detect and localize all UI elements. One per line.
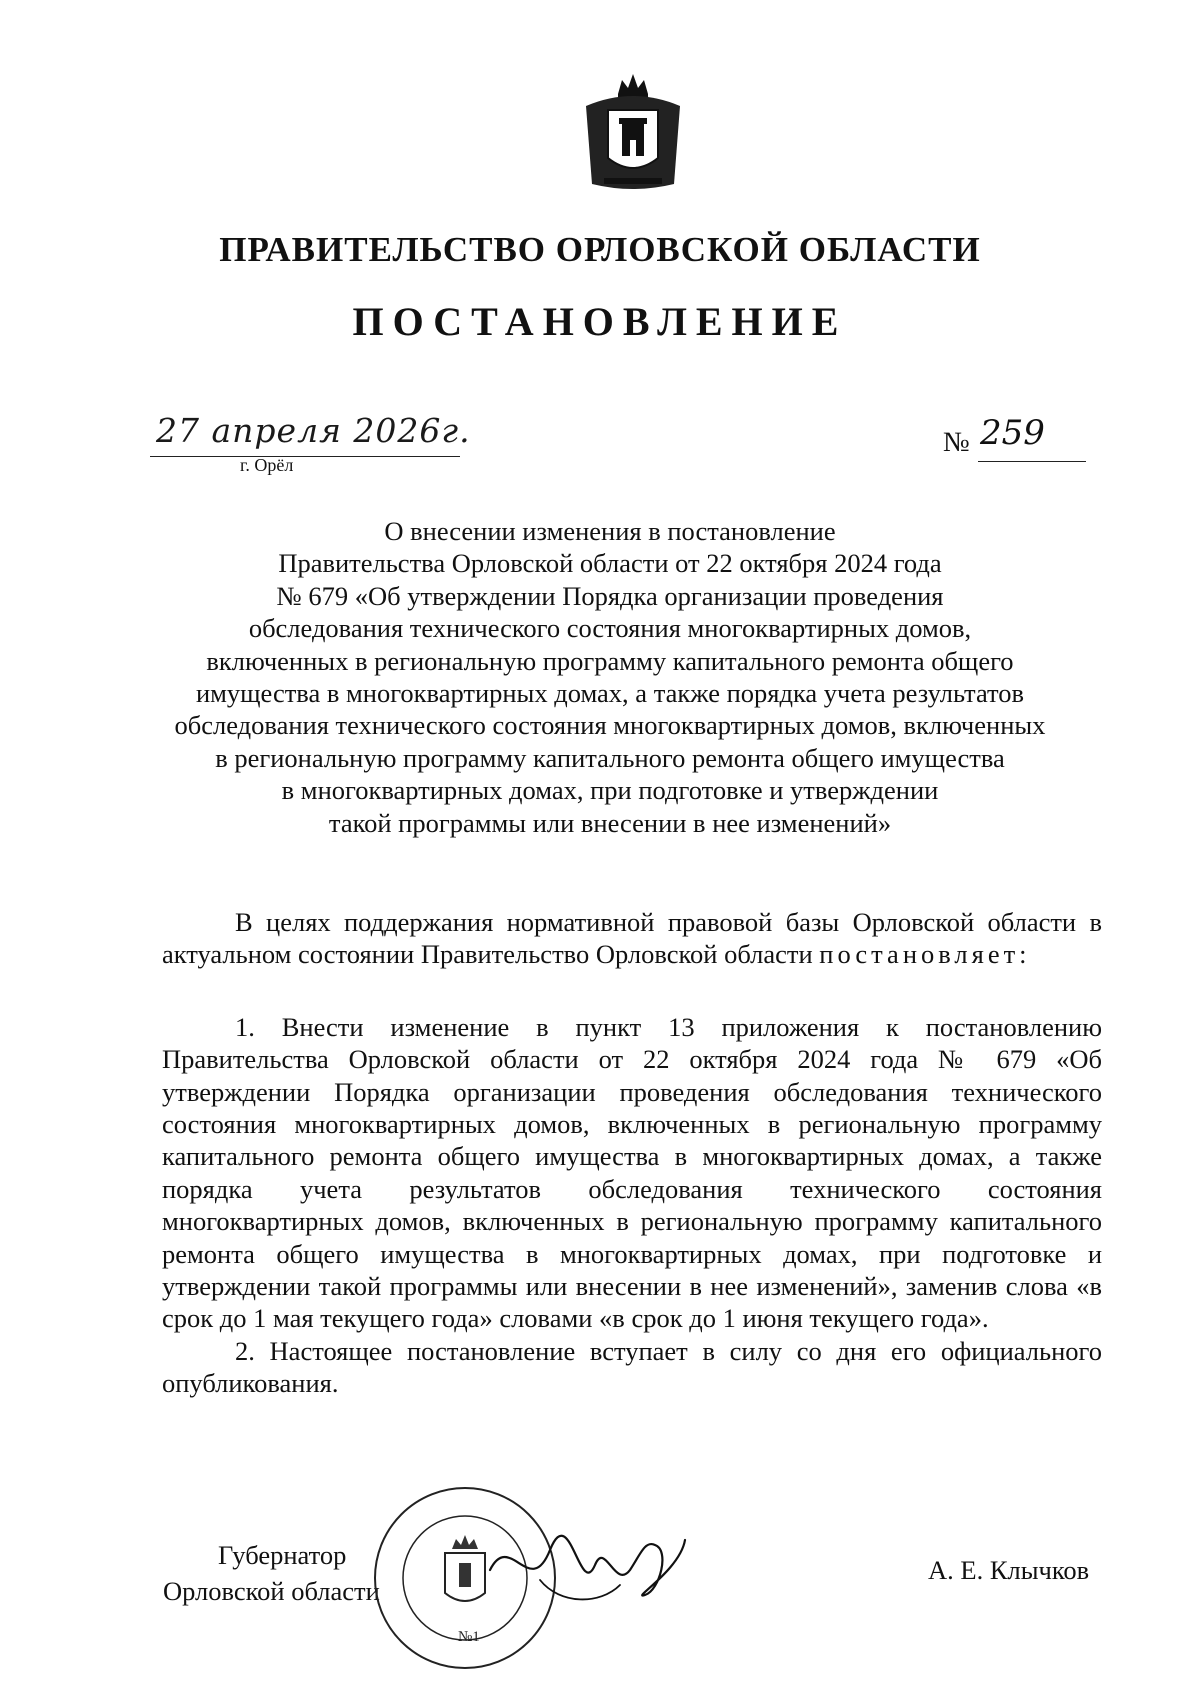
stamp-number-label: №1: [458, 1629, 480, 1645]
item-1-paragraph: 1. Внести изменение в пункт 13 приложения к постановлению Правительства Орловской области от 22 октября 2024 года № 679 «Об утверждении Порядка организации проведения обследования технического состояния многоквартирных домов, включенных в региональную программу капитального ремонта общего имущества в многоквартирных домах, а также порядка учета результатов обследования технического состояния многоквартирных домов, включенных в региональную программу капитального ремонта общего имущества в многоквартирных домах, при подготовке и утверждении такой программы или внесении в нее изменений», заменив слова «в срок до 1 мая текущего года» словами «в срок до 1 июня текущего года».: [162, 1011, 1102, 1334]
government-title: ПРАВИТЕЛЬСТВО ОРЛОВСКОЙ ОБЛАСТИ: [219, 230, 981, 269]
subject-line: О внесении изменения в постановление: [384, 516, 836, 546]
handwritten-signature: [480, 1510, 690, 1620]
preamble-verb: постановляет:: [819, 939, 1031, 970]
document-date: 27 апреля 2026г.: [156, 411, 471, 450]
subject-line: в региональную программу капитального ремонта общего имущества: [215, 742, 1005, 773]
coat-of-arms-icon: [578, 66, 688, 198]
position-line-1: Губернатор: [218, 1540, 347, 1570]
number-underline: [978, 461, 1086, 462]
item-2-paragraph: 2. Настоящее постановление вступает в силу со дня его официального опубликования.: [162, 1335, 1102, 1399]
signatory-position: [163, 1537, 380, 1609]
subject-line: обследования технического состояния многоквартирных домов, включенных: [174, 710, 1046, 741]
document-body: [162, 906, 1102, 1400]
subject-line: Правительства Орловской области от 22 октября 2024 года: [278, 548, 942, 579]
date-underline: [150, 456, 460, 457]
position-line-2: Орловской области: [163, 1576, 380, 1606]
subject-line: в многоквартирных домах, при подготовке и утверждении: [281, 775, 939, 806]
number-sign: №: [943, 427, 970, 458]
document-type: ПОСТАНОВЛЕНИЕ: [352, 299, 848, 344]
subject-line: имущества в многоквартирных домах, а также порядка учета результатов: [195, 678, 1025, 709]
document-subject: [150, 515, 1070, 839]
document-city: г. Орёл: [240, 455, 294, 475]
preamble-paragraph: [162, 906, 1102, 971]
preamble-text: В целях поддержания нормативной правовой базы Орловской области в актуальном состоянии Правительство Орловской области: [162, 907, 1102, 970]
subject-line: включенных в региональную программу капитального ремонта общего: [206, 645, 1014, 676]
document-number: 259: [980, 413, 1045, 453]
subject-line: № 679 «Об утверждении Порядка организации проведения: [276, 580, 944, 611]
subject-line: обследования технического состояния многоквартирных домов,: [248, 613, 972, 644]
subject-line: такой программы или внесении в нее изменений»: [328, 807, 892, 838]
signatory-name: А. Е. Клычков: [928, 1555, 1090, 1585]
